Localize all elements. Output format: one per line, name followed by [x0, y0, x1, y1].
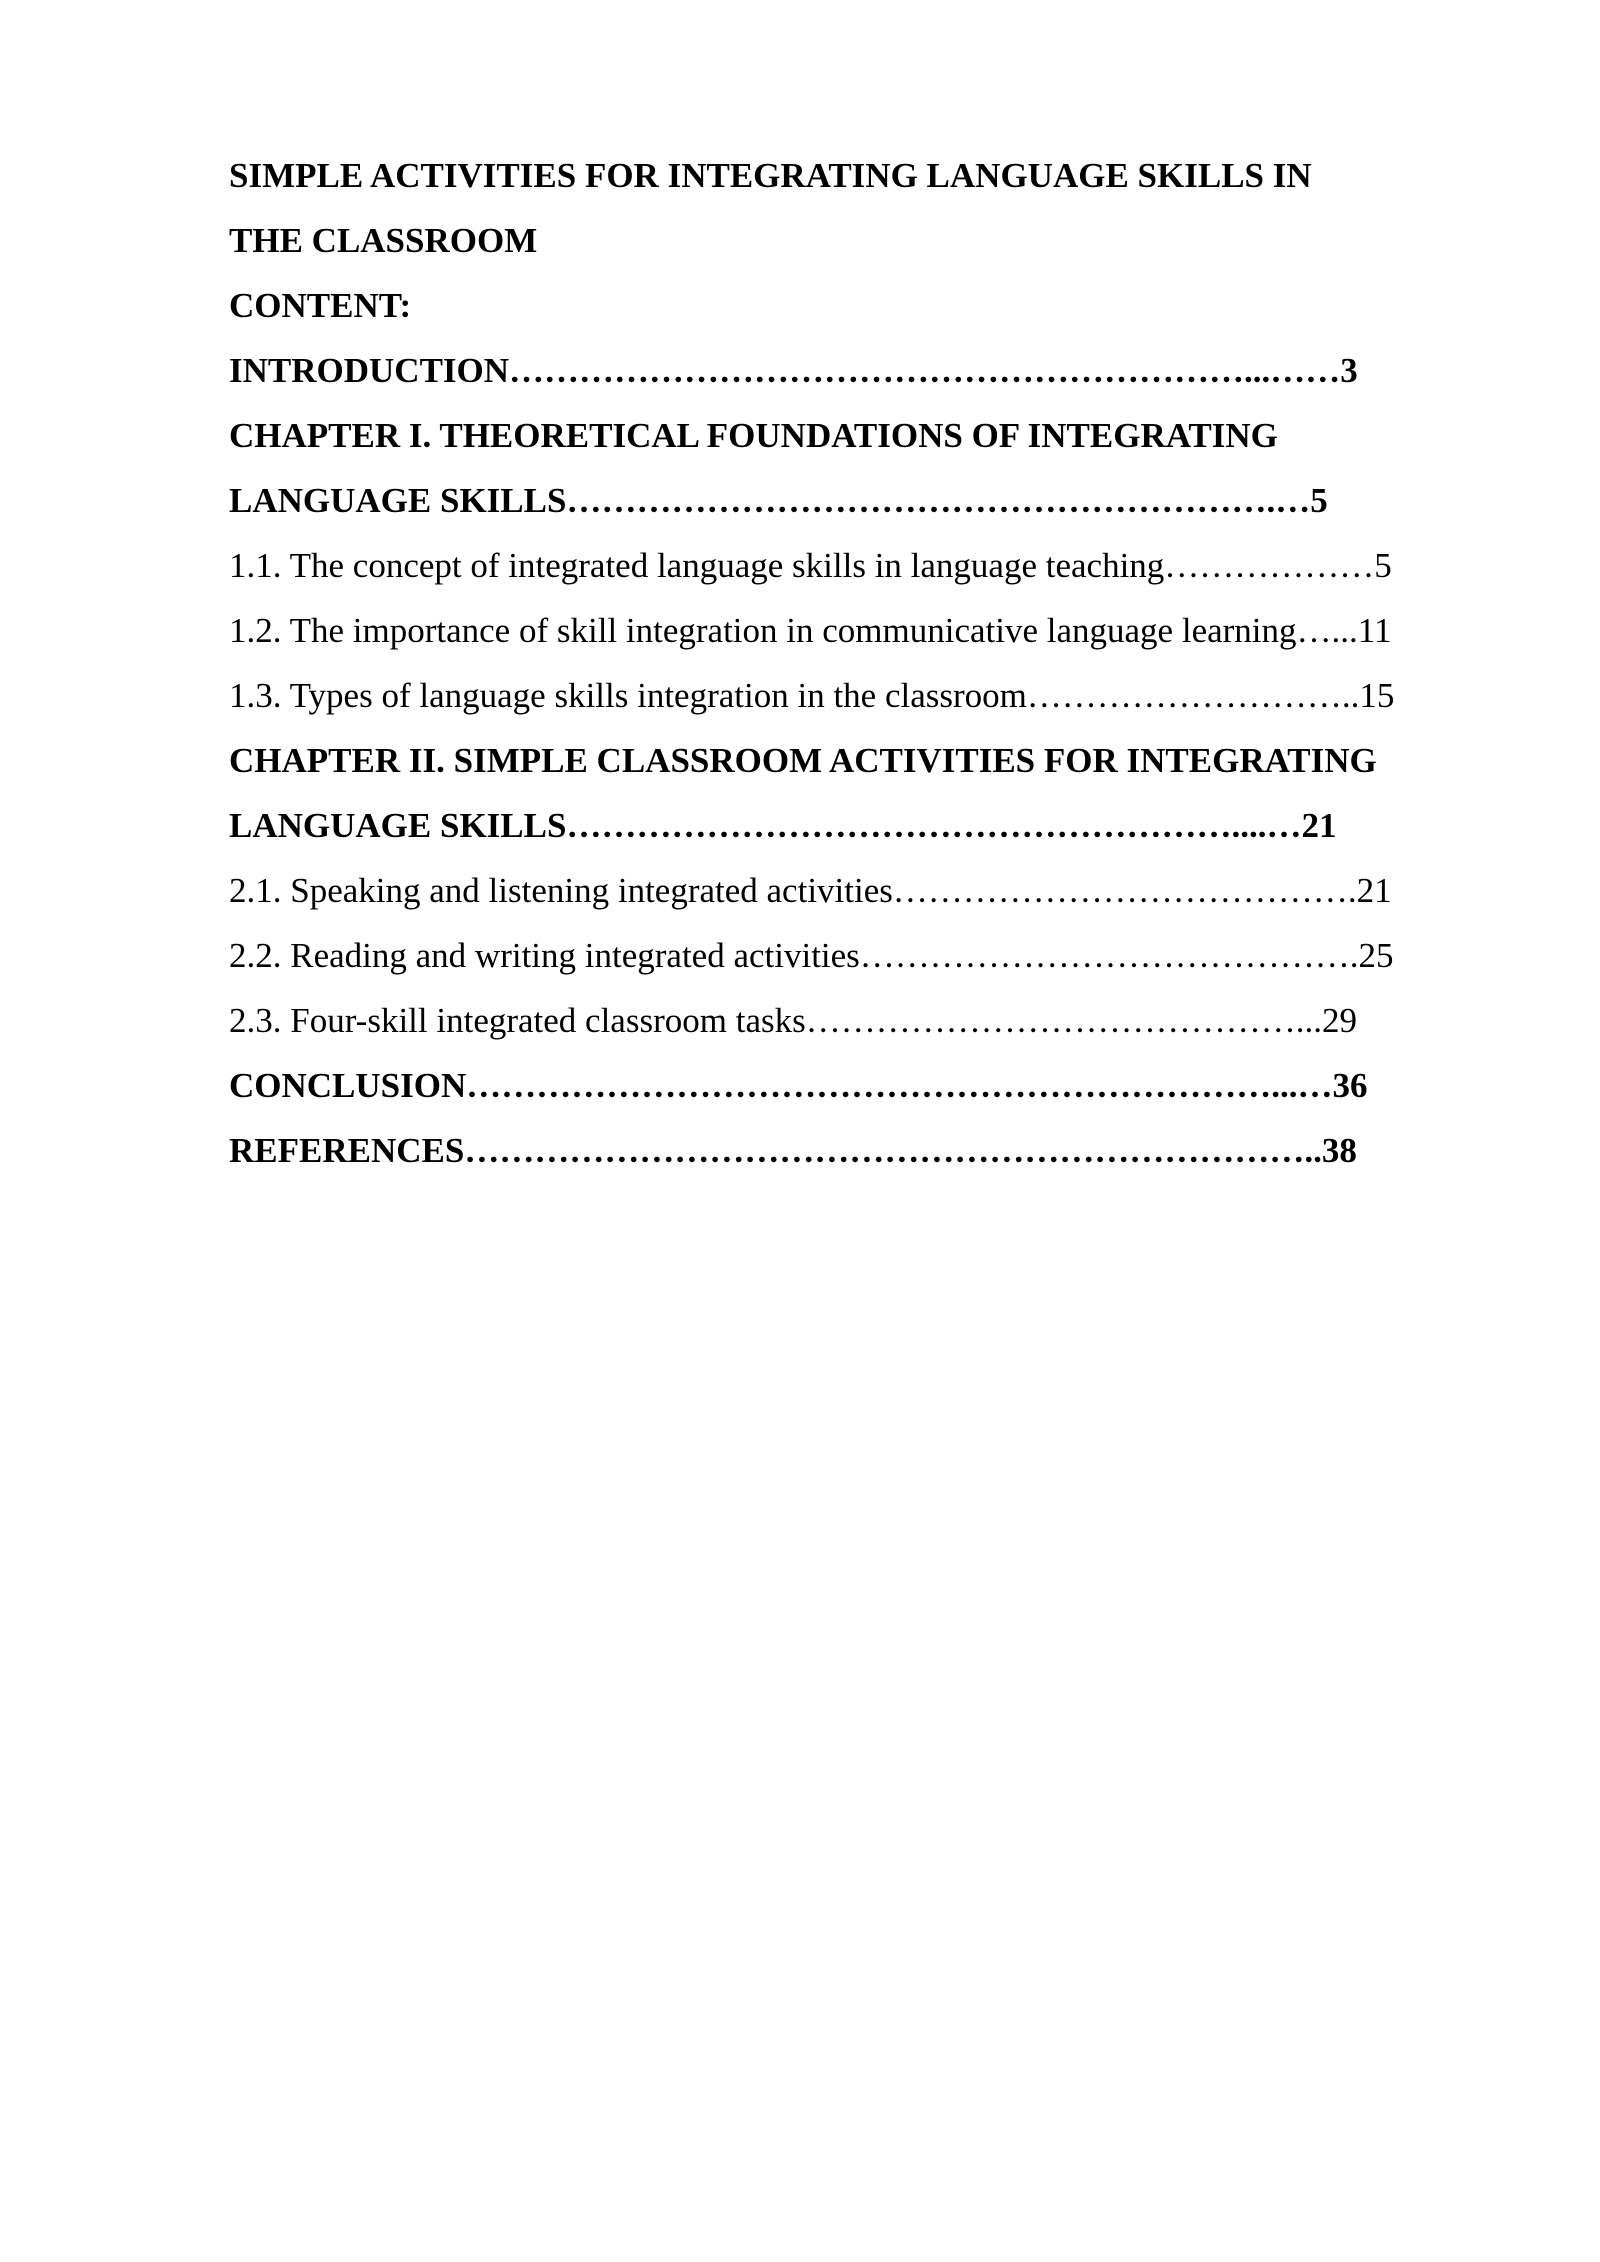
- toc-entry-references: REFERENCES………………………………………………………………..38: [229, 1131, 1357, 1170]
- toc-entry-section-1-2: 1.2. The importance of skill integration in communicative language learning…...11: [229, 611, 1392, 650]
- toc-entry-section-1-3: 1.3. Types of language skills integration in the classroom………………………..15: [229, 676, 1395, 715]
- toc-entry-chapter-1-line-2: LANGUAGE SKILLS…………………………………………………….…5: [229, 481, 1328, 520]
- toc-entry-chapter-1-line-1: CHAPTER I. THEORETICAL FOUNDATIONS OF INTEGRATING: [229, 416, 1278, 455]
- toc-entry-introduction: INTRODUCTION………………………………………………………...……3: [229, 351, 1358, 390]
- toc-entry-chapter-2-line-1: CHAPTER II. SIMPLE CLASSROOM ACTIVITIES FOR INTEGRATING: [229, 741, 1377, 780]
- toc-entry-section-2-2: 2.2. Reading and writing integrated activities…………………………………….25: [229, 936, 1394, 975]
- document-title-line-1: SIMPLE ACTIVITIES FOR INTEGRATING LANGUAGE SKILLS IN: [229, 156, 1312, 195]
- toc-entry-conclusion: CONCLUSION……………………………………………………………...…36: [229, 1066, 1368, 1105]
- document-content: [229, 143, 1489, 1183]
- toc-entry-section-2-3: 2.3. Four-skill integrated classroom tasks……………………………………...29: [229, 1001, 1357, 1040]
- content-heading: CONTENT:: [229, 286, 412, 325]
- document-title-line-2: THE CLASSROOM: [229, 221, 538, 260]
- toc-entry-section-2-1: 2.1. Speaking and listening integrated activities………………………………….21: [229, 871, 1392, 910]
- toc-entry-section-1-1: 1.1. The concept of integrated language skills in language teaching………………5: [229, 546, 1392, 585]
- toc-entry-chapter-2-line-2: LANGUAGE SKILLS…………………………………………………....…21: [229, 806, 1337, 845]
